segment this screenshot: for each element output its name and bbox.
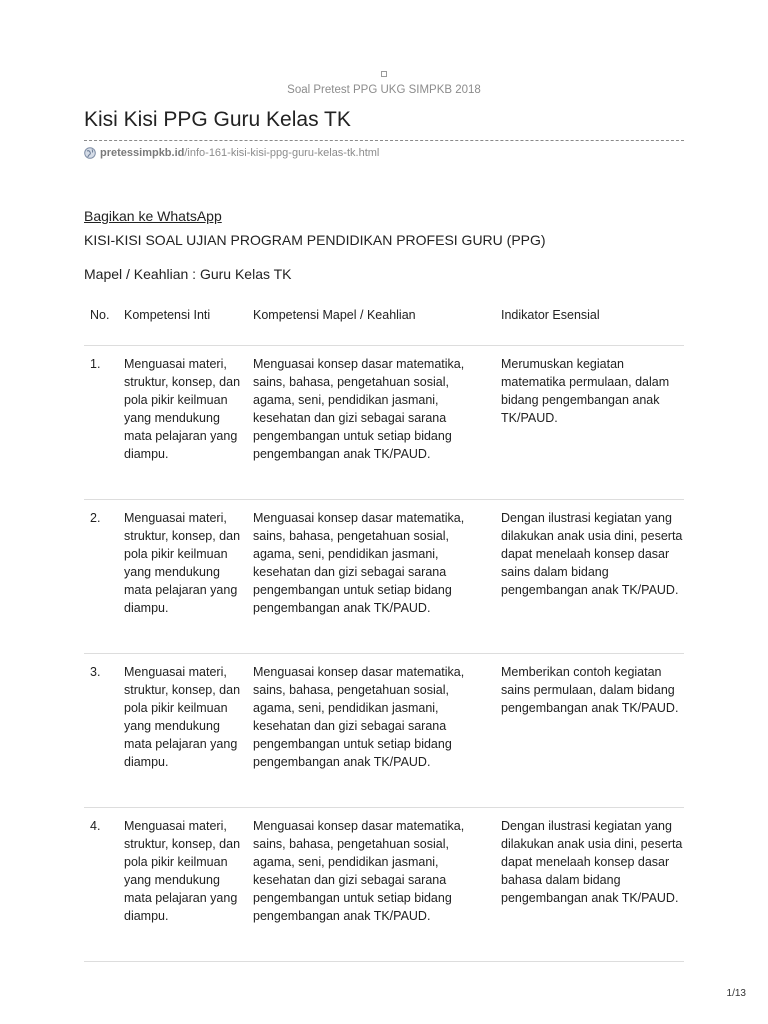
title-divider [84, 140, 684, 141]
site-caption: Soal Pretest PPG UKG SIMPKB 2018 [287, 84, 481, 96]
globe-icon [84, 147, 96, 159]
source-url[interactable] [84, 147, 379, 159]
row-number: 1. [90, 357, 101, 371]
header-indikator: Indikator Esensial [501, 308, 600, 322]
header-marker-icon [381, 71, 387, 77]
table-row [84, 654, 684, 808]
page-number: 1/13 [726, 988, 746, 999]
table-row [84, 500, 684, 654]
url-domain: pretessimpkb.id [100, 147, 185, 159]
indikator-cell: Memberikan contoh kegiatan sains permulaan, dalam bidang pengembangan anak TK/PAUD. [501, 665, 679, 715]
kompetensi-inti-cell: Menguasai materi, struktur, konsep, dan pola pikir keilmuan yang mendukung mata pelajaran yang diampu. [124, 819, 241, 923]
indikator-cell: Dengan ilustrasi kegiatan yang dilakukan anak usia dini, peserta dapat menelaah konsep dasar bahasa dalam bidang pengembangan anak TK/PAUD. [501, 819, 683, 905]
kompetensi-inti-cell: Menguasai materi, struktur, konsep, dan pola pikir keilmuan yang mendukung mata pelajaran yang diampu. [124, 357, 241, 461]
header-no: No. [90, 308, 110, 322]
indikator-cell: Merumuskan kegiatan matematika permulaan, dalam bidang pengembangan anak TK/PAUD. [501, 357, 670, 425]
row-number: 3. [90, 665, 101, 679]
kompetensi-mapel-cell: Menguasai konsep dasar matematika, sains, bahasa, pengetahuan sosial, agama, seni, pendidikan jasmani, kesehatan dan gizi sebagai sarana pengembangan untuk setiap bidang pengembangan anak TK/PAUD. [253, 819, 465, 923]
page-title: Kisi Kisi PPG Guru Kelas TK [84, 108, 351, 131]
kompetensi-mapel-cell: Menguasai konsep dasar matematika, sains, bahasa, pengetahuan sosial, agama, seni, pendidikan jasmani, kesehatan dan gizi sebagai sarana pengembangan untuk setiap bidang pengembangan anak TK/PAUD. [253, 511, 465, 615]
row-number: 4. [90, 819, 101, 833]
header-kompetensi-inti: Kompetensi Inti [124, 308, 211, 322]
table-header-row [84, 300, 684, 346]
url-path: /info-161-kisi-kisi-ppg-guru-kelas-tk.html [184, 147, 380, 159]
header-kompetensi-mapel: Kompetensi Mapel / Keahlian [253, 308, 416, 322]
kompetensi-mapel-cell: Menguasai konsep dasar matematika, sains, bahasa, pengetahuan sosial, agama, seni, pendidikan jasmani, kesehatan dan gizi sebagai sarana pengembangan untuk setiap bidang pengembangan anak TK/PAUD. [253, 665, 465, 769]
share-whatsapp-link[interactable]: Bagikan ke WhatsApp [84, 208, 222, 224]
table-row [84, 808, 684, 962]
kompetensi-inti-cell: Menguasai materi, struktur, konsep, dan pola pikir keilmuan yang mendukung mata pelajaran yang diampu. [124, 511, 241, 615]
row-number: 2. [90, 511, 101, 525]
table-row [84, 346, 684, 500]
kisi-kisi-table [84, 300, 684, 962]
kompetensi-mapel-cell: Menguasai konsep dasar matematika, sains, bahasa, pengetahuan sosial, agama, seni, pendidikan jasmani, kesehatan dan gizi sebagai sarana pengembangan untuk setiap bidang pengembangan anak TK/PAUD. [253, 357, 465, 461]
document-heading: KISI-KISI SOAL UJIAN PROGRAM PENDIDIKAN PROFESI GURU (PPG) [84, 232, 546, 248]
indikator-cell: Dengan ilustrasi kegiatan yang dilakukan anak usia dini, peserta dapat menelaah konsep dasar sains dalam bidang pengembangan anak TK/PAUD. [501, 511, 683, 597]
kompetensi-inti-cell: Menguasai materi, struktur, konsep, dan pola pikir keilmuan yang mendukung mata pelajaran yang diampu. [124, 665, 241, 769]
subject-line: Mapel / Keahlian : Guru Kelas TK [84, 266, 292, 282]
